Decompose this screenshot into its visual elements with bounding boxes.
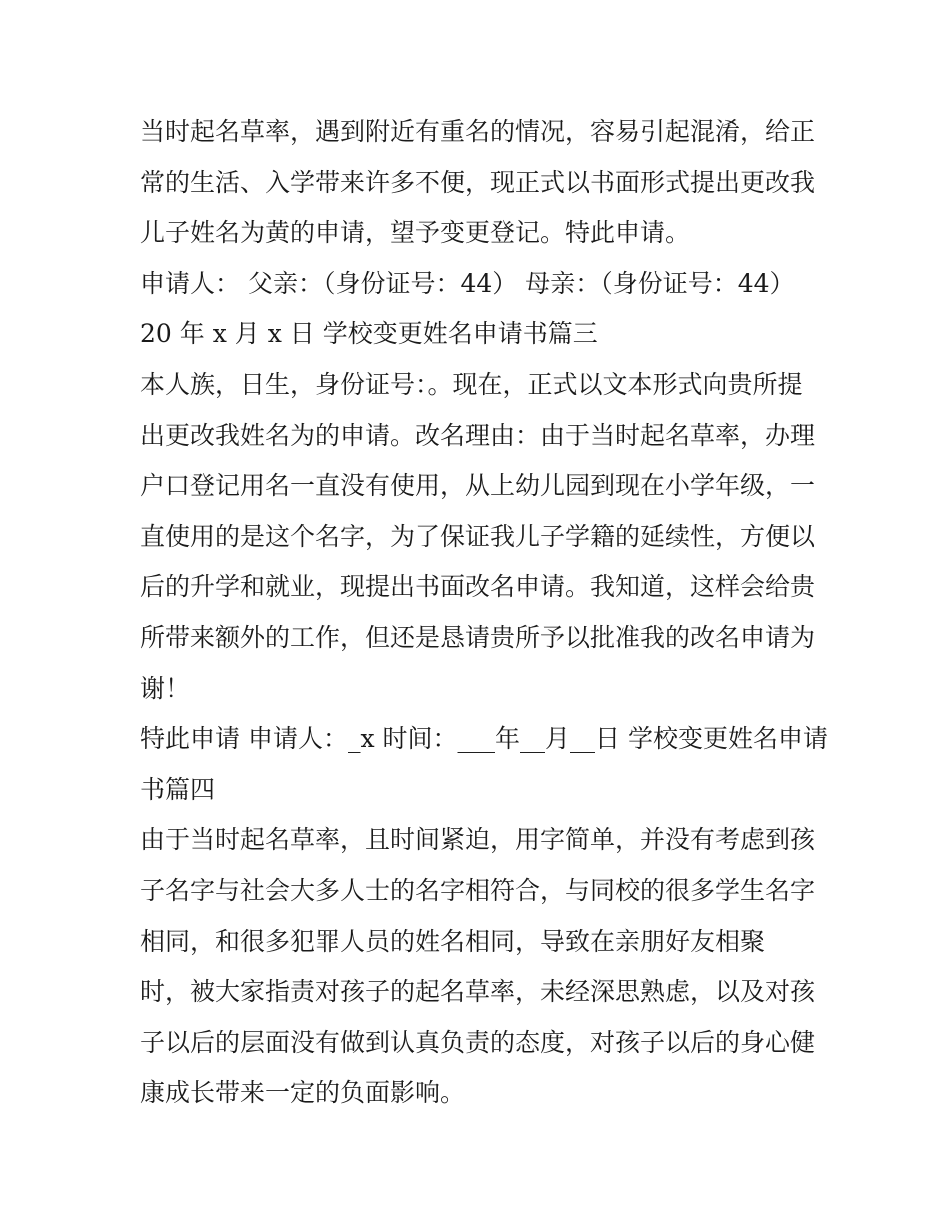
text-line: 直使用的是这个名字，为了保证我儿子学籍的延续性，方便以 (140, 521, 816, 551)
text-line: 常的生活、入学带来许多不便，现正式以书面形式提出更改我 (140, 167, 816, 197)
text-line: 后的升学和就业，现提出书面改名申请。我知道，这样会给贵 (140, 572, 816, 602)
document-body (140, 107, 828, 1119)
text-line: 子以后的层面没有做到认真负责的态度，对孩子以后的身心健 (140, 1027, 816, 1057)
text-line: 当时起名草率，遇到附近有重名的情况，容易引起混淆，给正 (140, 117, 816, 146)
text-line: 儿子姓名为黄的申请，望予变更登记。特此申请。 (140, 218, 691, 248)
text-line: 谢！ (140, 673, 191, 703)
text-line: 申请人： 父亲：（身份证号：44） 母亲：（身份证号：44） (140, 268, 795, 298)
text-line: 康成长带来一定的负面影响。 (140, 1078, 466, 1108)
text-line: 本人族，日生，身份证号：。现在，正式以文本形式向贵所提 (140, 369, 803, 399)
text-line: 时，被大家指责对孩子的起名草率，未经深思熟虑，以及对孩 (140, 977, 816, 1007)
text-line: 特此申请 申请人：_x 时间：___年__月__日 学校变更姓名申请 (140, 724, 828, 754)
text-line: 由于当时起名草率，且时间紧迫，用字简单，并没有考虑到孩 (140, 825, 816, 855)
text-line: 所带来额外的工作，但还是恳请贵所予以批准我的改名申请为 (140, 622, 816, 652)
text-line: 书篇四 (140, 774, 216, 804)
text-line: 子名字与社会大多人士的名字相符合，与同校的很多学生名字 (140, 875, 816, 905)
text-line: 户口登记用名一直没有使用，从上幼儿园到现在小学年级，一 (140, 471, 816, 501)
text-line: 相同，和很多犯罪人员的姓名相同，导致在亲朋好友相聚 (140, 926, 766, 956)
text-line: 出更改我姓名为的申请。改名理由：由于当时起名草率，办理 (140, 420, 816, 450)
text-line: 20 年 x 月 x 日 学校变更姓名申请书篇三 (140, 319, 598, 349)
